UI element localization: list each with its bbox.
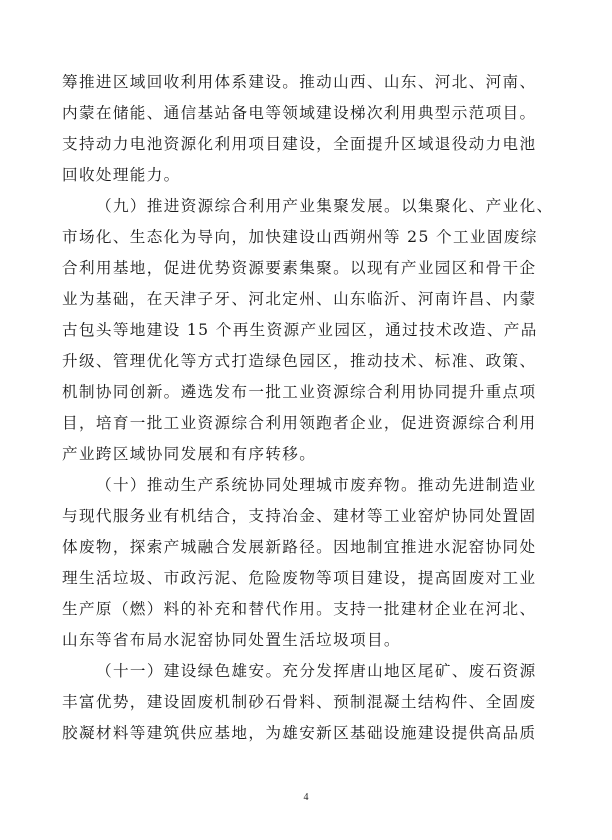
text-line: 古包头等地建设 15 个再生资源产业园区，通过技术改造、产品 [62, 321, 538, 339]
text-line: 体废物，探索产城融合发展新路径。因地制宜推进水泥窑协同处 [62, 538, 537, 556]
text-line: 业为基础，在天津子牙、河北定州、山东临沂、河南许昌、内蒙 [62, 290, 537, 308]
text-line: 目，培育一批工业资源综合利用领跑者企业，促进资源综合利用 [62, 414, 537, 432]
text-line: 与现代服务业有机结合，支持冶金、建材等工业窑炉协同处置固 [62, 507, 537, 525]
paragraph-section-9 [62, 191, 554, 470]
text-line: 支持动力电池资源化利用项目建设，全面提升区域退役动力电池 [62, 135, 537, 153]
paragraph-continuation [62, 67, 540, 191]
text-line: 合利用基地，促进优势资源要素集聚。以现有产业园区和骨干企 [62, 259, 537, 277]
section-heading-line: （十一）建设绿色雄安。充分发挥唐山地区尾矿、废石资源 [96, 662, 537, 680]
paragraph-section-10 [62, 470, 540, 656]
text-line: 市场化、生态化为导向，加快建设山西朔州等 25 个工业固废综 [62, 228, 538, 246]
text-line: 胶凝材料等建筑供应基地，为雄安新区基础设施建设提供高品质 [62, 724, 537, 742]
text-line: 丰富优势，建设固废机制砂石骨料、预制混凝土结构件、全固废 [62, 693, 537, 711]
text-line: 回收处理能力。 [62, 166, 181, 184]
text-line: 产业跨区域协同发展和有序转移。 [62, 445, 317, 463]
text-line: 机制协同创新。遴选发布一批工业资源综合利用协同提升重点项 [62, 383, 537, 401]
text-line: 理生活垃圾、市政污泥、危险废物等项目建设，提高固废对工业 [62, 569, 537, 587]
section-heading-line: （十）推动生产系统协同处理城市废弃物。推动先进制造业 [96, 476, 537, 494]
text-line: 山东等省布局水泥窑协同处置生活垃圾项目。 [62, 631, 401, 649]
page-number: 4 [303, 792, 309, 803]
text-line: 内蒙在储能、通信基站备电等领域建设梯次利用典型示范项目。 [62, 104, 537, 122]
paragraph-section-11 [62, 656, 540, 749]
text-line: 升级、管理优化等方式打造绿色园区，推动技术、标准、政策、 [62, 352, 537, 370]
body-text [62, 67, 554, 749]
text-line: 生产原（燃）料的补充和替代作用。支持一批建材企业在河北、 [62, 600, 537, 618]
section-heading-line: （九）推进资源综合利用产业集聚发展。以集聚化、产业化、 [96, 197, 554, 215]
text-line: 筹推进区域回收利用体系建设。推动山西、山东、河北、河南、 [62, 73, 537, 91]
